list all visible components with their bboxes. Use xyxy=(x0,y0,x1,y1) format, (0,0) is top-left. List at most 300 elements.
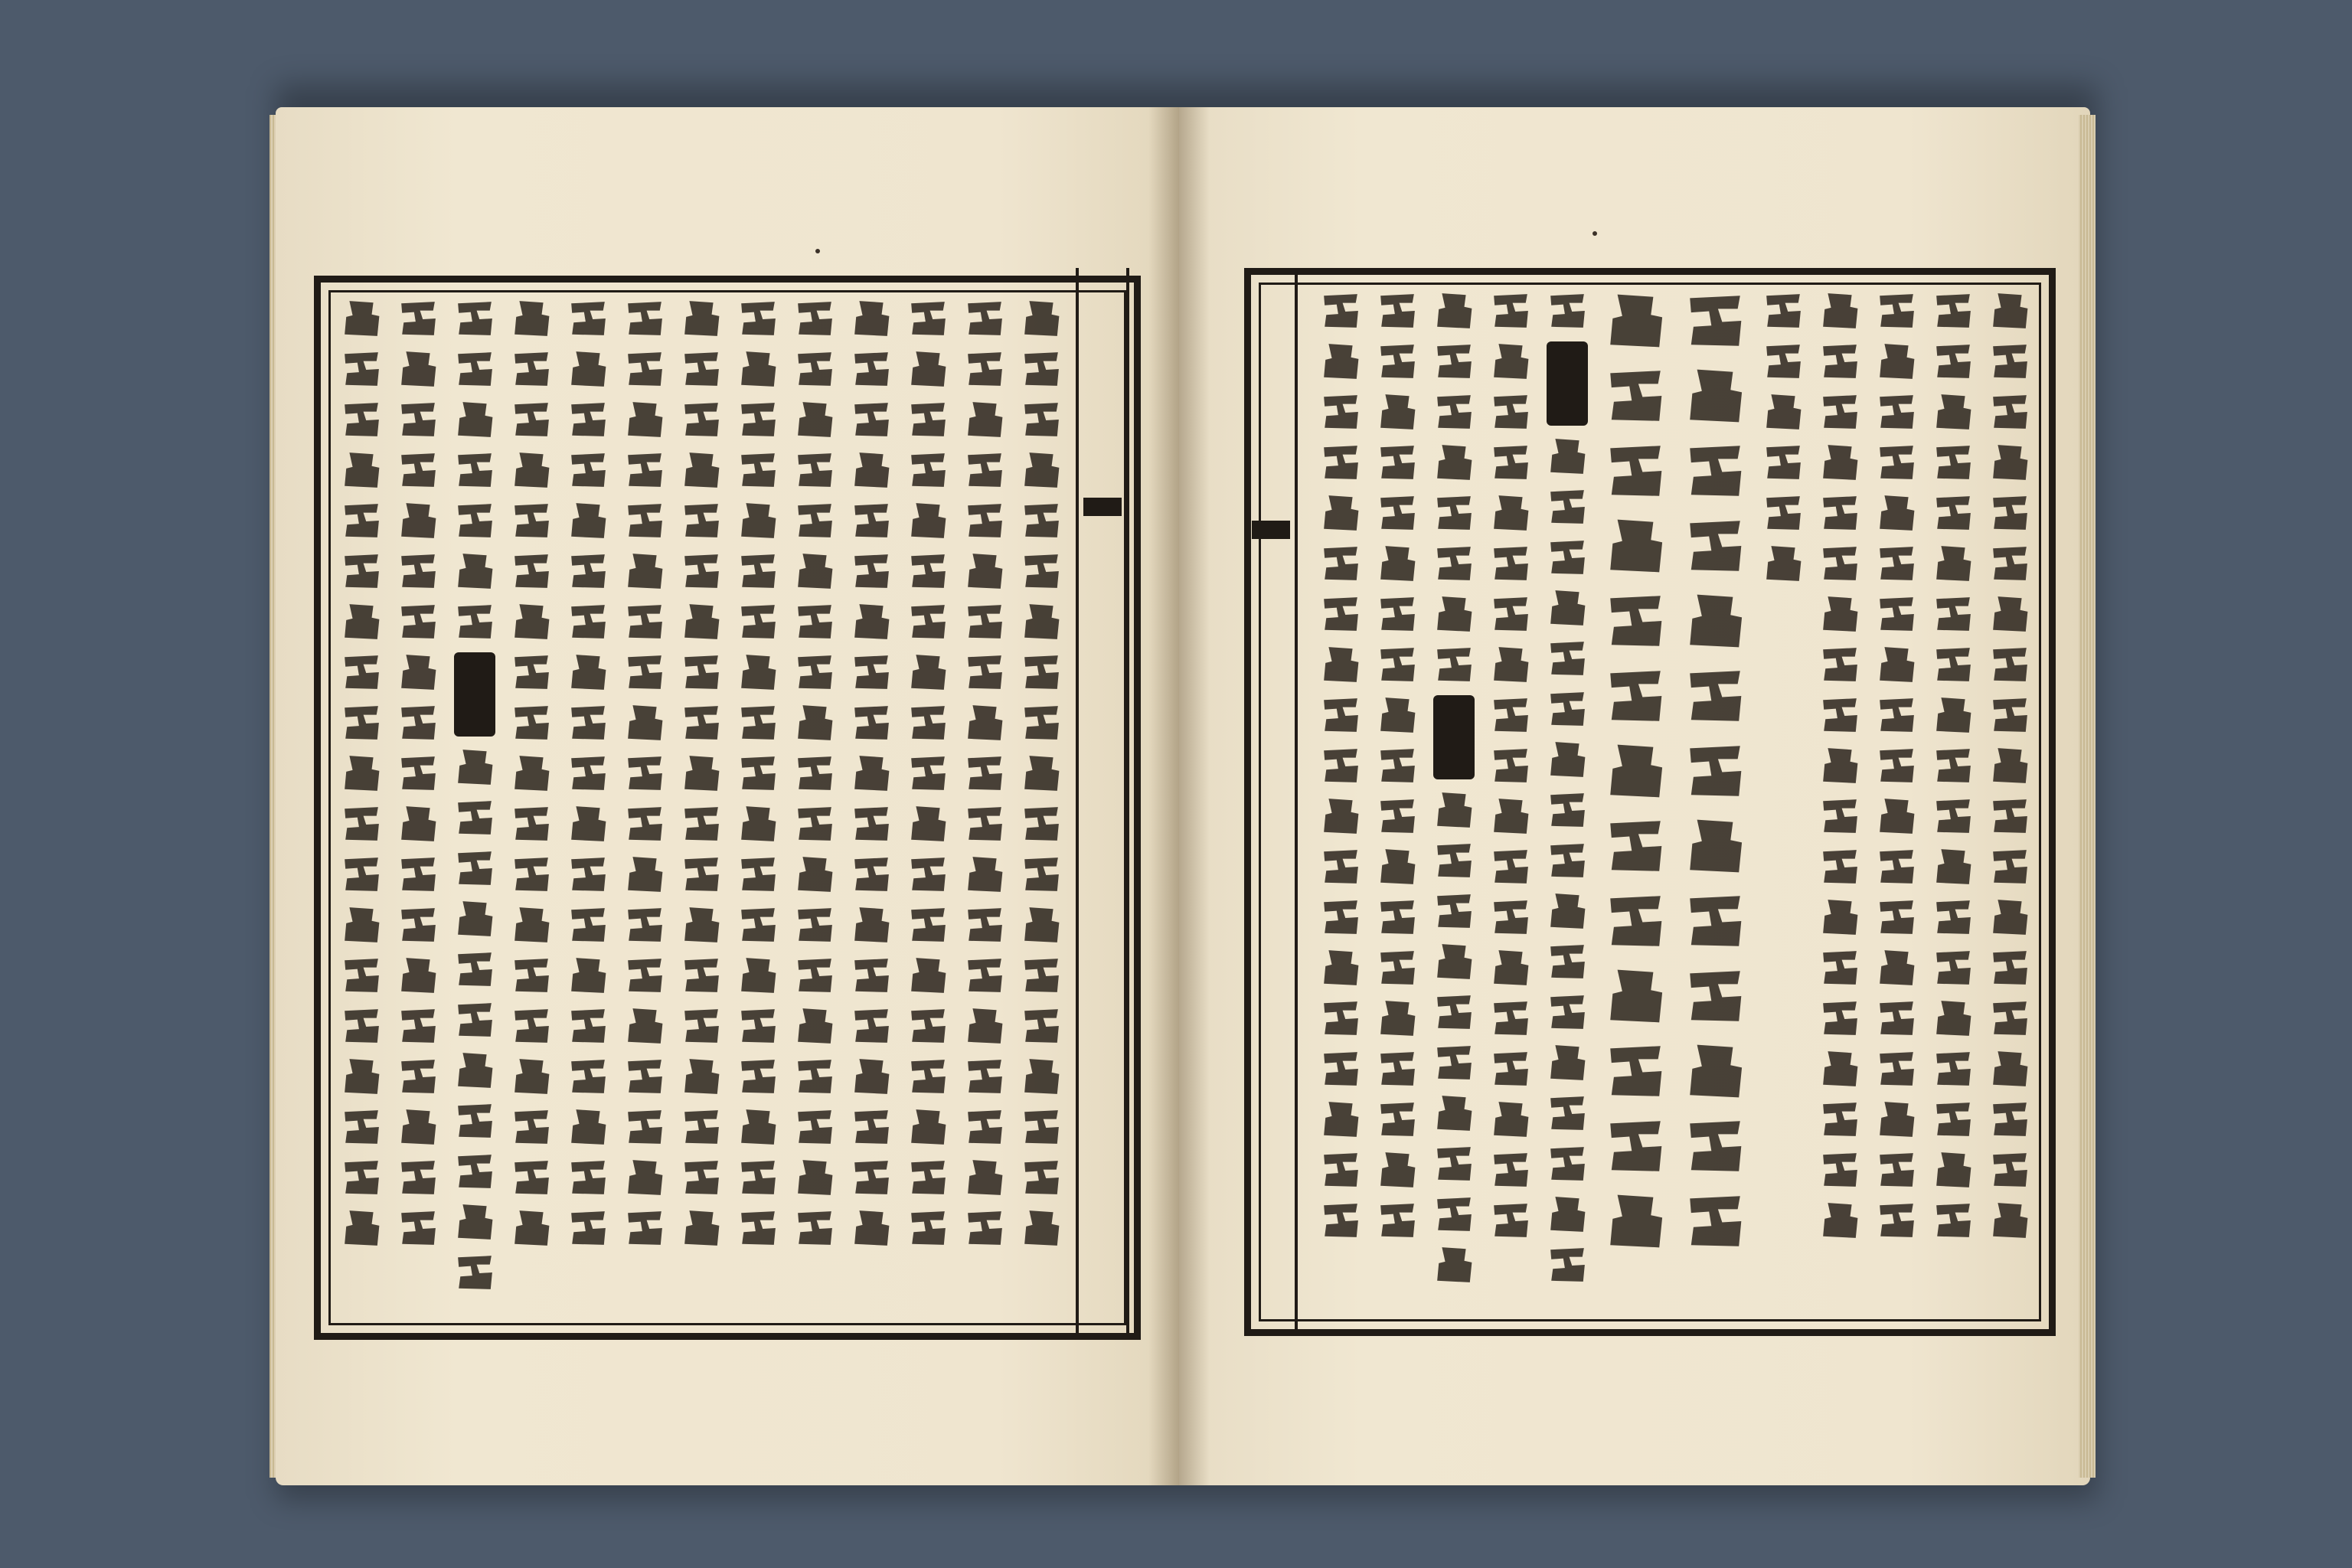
printed-glyph xyxy=(1933,897,1973,937)
printed-glyph xyxy=(1820,544,1860,583)
printed-glyph xyxy=(851,804,891,844)
printed-glyph xyxy=(1685,291,1745,351)
printed-glyph xyxy=(1685,666,1745,726)
printed-glyph xyxy=(965,299,1004,338)
printed-glyph xyxy=(795,956,835,995)
printed-glyph xyxy=(795,450,835,490)
printed-glyph xyxy=(1434,443,1474,482)
printed-glyph xyxy=(455,349,495,389)
printed-glyph xyxy=(795,501,835,541)
printed-glyph xyxy=(1547,740,1587,779)
printed-glyph xyxy=(1990,746,2030,786)
printed-glyph xyxy=(1377,1099,1417,1139)
printed-glyph xyxy=(341,551,381,591)
printed-glyph xyxy=(1606,1191,1665,1251)
printed-glyph xyxy=(1547,942,1587,982)
printed-glyph xyxy=(1491,594,1530,634)
printed-glyph xyxy=(851,450,891,490)
printed-glyph xyxy=(1321,1049,1361,1089)
printed-glyph xyxy=(1990,392,2030,432)
printed-glyph xyxy=(965,652,1004,692)
printed-glyph xyxy=(1820,998,1860,1038)
printed-glyph xyxy=(568,400,608,439)
printed-glyph xyxy=(795,1158,835,1197)
printed-glyph xyxy=(1377,897,1417,937)
printed-glyph xyxy=(1021,1107,1061,1147)
printed-glyph xyxy=(568,1057,608,1096)
ink-dot xyxy=(815,249,820,253)
printed-glyph xyxy=(568,703,608,743)
printed-glyph xyxy=(1377,998,1417,1038)
printed-glyph xyxy=(1491,1150,1530,1190)
printed-glyph xyxy=(1606,816,1665,876)
printed-glyph xyxy=(1491,544,1530,583)
printed-glyph xyxy=(398,551,438,591)
printed-glyph xyxy=(1021,652,1061,692)
printed-glyph xyxy=(1606,666,1665,726)
printed-glyph xyxy=(1321,695,1361,735)
right-page-edge xyxy=(2079,115,2096,1478)
printed-glyph xyxy=(455,848,495,888)
printed-glyph xyxy=(738,1107,778,1147)
printed-glyph xyxy=(681,551,721,591)
printed-glyph xyxy=(625,753,665,793)
printed-glyph xyxy=(1434,1144,1474,1184)
printed-glyph xyxy=(568,551,608,591)
printed-glyph xyxy=(341,703,381,743)
printed-glyph xyxy=(1434,493,1474,533)
printed-glyph xyxy=(511,703,551,743)
printed-glyph xyxy=(1990,948,2030,988)
printed-glyph xyxy=(1763,443,1803,482)
printed-glyph xyxy=(1933,594,1973,634)
printed-glyph xyxy=(1547,588,1587,628)
printed-glyph xyxy=(1877,695,1916,735)
printed-glyph xyxy=(1933,1049,1973,1089)
printed-glyph xyxy=(1877,897,1916,937)
printed-glyph xyxy=(1606,891,1665,951)
printed-glyph xyxy=(908,349,948,389)
printed-glyph xyxy=(795,753,835,793)
printed-glyph xyxy=(965,1107,1004,1147)
printed-glyph xyxy=(341,753,381,793)
printed-glyph xyxy=(738,450,778,490)
printed-glyph xyxy=(625,602,665,642)
printed-glyph xyxy=(1990,645,2030,684)
printed-glyph xyxy=(1021,1006,1061,1046)
printed-glyph xyxy=(908,400,948,439)
printed-glyph xyxy=(1377,544,1417,583)
printed-glyph xyxy=(455,1000,495,1040)
printed-glyph xyxy=(511,652,551,692)
printed-glyph xyxy=(1820,746,1860,786)
printed-glyph xyxy=(738,1057,778,1096)
printed-glyph xyxy=(398,349,438,389)
printed-glyph xyxy=(965,1158,1004,1197)
printed-glyph xyxy=(795,1057,835,1096)
printed-glyph xyxy=(455,450,495,490)
printed-glyph xyxy=(398,1107,438,1147)
printed-glyph xyxy=(1820,1099,1860,1139)
printed-glyph xyxy=(1021,956,1061,995)
printed-glyph xyxy=(1021,854,1061,894)
text-column xyxy=(1488,291,1534,1309)
printed-glyph xyxy=(1820,341,1860,381)
printed-glyph xyxy=(965,1208,1004,1248)
printed-glyph xyxy=(341,956,381,995)
printed-glyph xyxy=(681,956,721,995)
printed-glyph xyxy=(795,602,835,642)
printed-glyph xyxy=(795,1006,835,1046)
printed-glyph xyxy=(1377,493,1417,533)
printed-glyph xyxy=(1491,948,1530,988)
printed-glyph xyxy=(738,1208,778,1248)
printed-glyph xyxy=(568,905,608,945)
printed-glyph xyxy=(795,551,835,591)
printed-glyph xyxy=(1321,392,1361,432)
printed-glyph xyxy=(1434,790,1474,830)
printed-glyph xyxy=(568,450,608,490)
printed-glyph xyxy=(1377,847,1417,887)
printed-glyph xyxy=(1547,790,1587,830)
printed-glyph xyxy=(738,652,778,692)
printed-glyph xyxy=(908,299,948,338)
text-column xyxy=(1873,291,1919,1309)
printed-glyph xyxy=(681,400,721,439)
printed-glyph xyxy=(1990,796,2030,836)
printed-glyph xyxy=(1763,493,1803,533)
printed-glyph xyxy=(1021,450,1061,490)
text-column xyxy=(565,299,611,1317)
printed-glyph xyxy=(965,1057,1004,1096)
printed-glyph xyxy=(1933,544,1973,583)
printed-glyph xyxy=(1491,897,1530,937)
printed-glyph xyxy=(1021,400,1061,439)
text-column xyxy=(1601,291,1670,1309)
printed-glyph xyxy=(625,400,665,439)
printed-glyph xyxy=(625,1057,665,1096)
printed-glyph xyxy=(681,1006,721,1046)
printed-glyph xyxy=(1606,291,1665,351)
printed-glyph xyxy=(1933,746,1973,786)
text-column xyxy=(1018,299,1064,1317)
printed-glyph xyxy=(1377,796,1417,836)
printed-glyph xyxy=(1877,392,1916,432)
printed-glyph xyxy=(1763,291,1803,331)
printed-glyph xyxy=(851,400,891,439)
printed-glyph xyxy=(1990,998,2030,1038)
printed-glyph xyxy=(1820,594,1860,634)
printed-glyph xyxy=(851,1158,891,1197)
printed-glyph xyxy=(511,299,551,338)
printed-glyph xyxy=(795,349,835,389)
printed-glyph xyxy=(1606,591,1665,651)
printed-glyph xyxy=(1877,998,1916,1038)
printed-glyph xyxy=(965,450,1004,490)
printed-glyph xyxy=(681,905,721,945)
printed-glyph xyxy=(1321,948,1361,988)
printed-glyph xyxy=(1491,1099,1530,1139)
text-column xyxy=(622,299,668,1317)
printed-glyph xyxy=(398,753,438,793)
printed-glyph xyxy=(568,1208,608,1248)
printed-glyph xyxy=(398,854,438,894)
printed-glyph xyxy=(1820,443,1860,482)
printed-glyph xyxy=(1434,1043,1474,1083)
printed-glyph xyxy=(1434,341,1474,381)
printed-glyph xyxy=(1820,493,1860,533)
printed-glyph xyxy=(455,551,495,591)
printed-glyph xyxy=(851,551,891,591)
printed-glyph xyxy=(1321,847,1361,887)
printed-glyph xyxy=(965,804,1004,844)
printed-glyph xyxy=(1377,1150,1417,1190)
book-gutter xyxy=(1148,107,1210,1485)
printed-glyph xyxy=(681,1208,721,1248)
printed-glyph xyxy=(1877,341,1916,381)
printed-glyph xyxy=(625,703,665,743)
printed-glyph xyxy=(851,1107,891,1147)
printed-glyph xyxy=(625,854,665,894)
printed-glyph xyxy=(1685,741,1745,801)
printed-glyph xyxy=(965,501,1004,541)
printed-glyph xyxy=(455,1202,495,1242)
printed-glyph xyxy=(398,450,438,490)
printed-glyph xyxy=(1820,1049,1860,1089)
printed-glyph xyxy=(568,804,608,844)
printed-glyph xyxy=(398,804,438,844)
printed-glyph xyxy=(965,703,1004,743)
printed-glyph xyxy=(1321,1150,1361,1190)
printed-glyph xyxy=(1021,1208,1061,1248)
printed-glyph xyxy=(1491,645,1530,684)
printed-glyph xyxy=(398,703,438,743)
right-text-columns xyxy=(1305,291,2033,1317)
printed-glyph xyxy=(965,551,1004,591)
fishtail-mark xyxy=(1252,521,1290,539)
right-fold-column xyxy=(1244,268,1298,1336)
printed-glyph xyxy=(1990,695,2030,735)
printed-glyph xyxy=(511,1208,551,1248)
printed-glyph xyxy=(1820,897,1860,937)
printed-glyph xyxy=(398,905,438,945)
printed-glyph xyxy=(1877,544,1916,583)
printed-glyph xyxy=(398,1057,438,1096)
printed-glyph xyxy=(738,501,778,541)
printed-glyph xyxy=(1491,493,1530,533)
printed-glyph xyxy=(1933,998,1973,1038)
printed-glyph xyxy=(965,905,1004,945)
printed-glyph xyxy=(1377,645,1417,684)
printed-glyph xyxy=(568,1006,608,1046)
printed-glyph xyxy=(1321,1200,1361,1240)
printed-glyph xyxy=(1990,897,2030,937)
printed-glyph xyxy=(568,854,608,894)
printed-glyph xyxy=(341,652,381,692)
printed-glyph xyxy=(1321,443,1361,482)
printed-glyph xyxy=(625,1006,665,1046)
printed-glyph xyxy=(908,753,948,793)
printed-glyph xyxy=(568,299,608,338)
printed-glyph xyxy=(341,1158,381,1197)
printed-glyph xyxy=(795,1107,835,1147)
printed-glyph xyxy=(1820,695,1860,735)
printed-glyph xyxy=(795,905,835,945)
printed-glyph xyxy=(1547,639,1587,678)
printed-glyph xyxy=(1434,1245,1474,1285)
printed-glyph xyxy=(681,450,721,490)
printed-glyph xyxy=(1820,847,1860,887)
printed-glyph xyxy=(681,602,721,642)
printed-glyph xyxy=(1990,544,2030,583)
printed-glyph xyxy=(1434,942,1474,982)
text-column xyxy=(735,299,781,1317)
printed-glyph xyxy=(681,753,721,793)
printed-glyph xyxy=(625,1158,665,1197)
printed-glyph xyxy=(1820,1200,1860,1240)
printed-glyph xyxy=(965,753,1004,793)
printed-glyph xyxy=(1434,544,1474,583)
printed-glyph xyxy=(1547,537,1587,577)
printed-glyph xyxy=(851,349,891,389)
printed-glyph xyxy=(1685,891,1745,951)
printed-glyph xyxy=(1877,1049,1916,1089)
printed-glyph xyxy=(1933,1150,1973,1190)
printed-glyph xyxy=(1321,594,1361,634)
text-column xyxy=(962,299,1008,1317)
printed-glyph xyxy=(1491,443,1530,482)
printed-glyph xyxy=(851,501,891,541)
printed-glyph xyxy=(908,551,948,591)
printed-glyph xyxy=(681,299,721,338)
section-label-mark xyxy=(454,652,495,737)
printed-glyph xyxy=(1021,551,1061,591)
printed-glyph xyxy=(1933,493,1973,533)
printed-glyph xyxy=(511,602,551,642)
printed-glyph xyxy=(398,501,438,541)
printed-glyph xyxy=(1491,695,1530,735)
printed-glyph xyxy=(1434,841,1474,880)
printed-glyph xyxy=(511,753,551,793)
printed-glyph xyxy=(341,905,381,945)
printed-glyph xyxy=(965,1006,1004,1046)
printed-glyph xyxy=(1933,796,1973,836)
printed-glyph xyxy=(1377,746,1417,786)
printed-glyph xyxy=(1491,291,1530,331)
printed-glyph xyxy=(1321,291,1361,331)
printed-glyph xyxy=(1933,645,1973,684)
printed-glyph xyxy=(511,349,551,389)
text-column xyxy=(678,299,724,1317)
printed-glyph xyxy=(455,299,495,338)
printed-glyph xyxy=(1021,1057,1061,1096)
printed-glyph xyxy=(1491,847,1530,887)
printed-glyph xyxy=(1606,741,1665,801)
printed-glyph xyxy=(1321,544,1361,583)
printed-glyph xyxy=(908,854,948,894)
printed-glyph xyxy=(341,450,381,490)
printed-glyph xyxy=(511,1158,551,1197)
printed-glyph xyxy=(1685,441,1745,501)
printed-glyph xyxy=(908,602,948,642)
printed-glyph xyxy=(1547,689,1587,729)
printed-glyph xyxy=(1990,1200,2030,1240)
printed-glyph xyxy=(511,450,551,490)
printed-glyph xyxy=(965,854,1004,894)
printed-glyph xyxy=(1377,594,1417,634)
printed-glyph xyxy=(568,1107,608,1147)
printed-glyph xyxy=(795,804,835,844)
printed-glyph xyxy=(1021,753,1061,793)
printed-glyph xyxy=(455,400,495,439)
text-column xyxy=(338,299,384,1317)
printed-glyph xyxy=(908,501,948,541)
left-text-columns xyxy=(337,299,1064,1325)
printed-glyph xyxy=(341,400,381,439)
printed-glyph xyxy=(1933,1200,1973,1240)
printed-glyph xyxy=(568,652,608,692)
text-column xyxy=(1374,291,1420,1309)
text-column xyxy=(905,299,951,1317)
printed-glyph xyxy=(738,349,778,389)
printed-glyph xyxy=(1877,746,1916,786)
printed-glyph xyxy=(1321,645,1361,684)
printed-glyph xyxy=(1547,1245,1587,1285)
text-column xyxy=(1987,291,2033,1309)
printed-glyph xyxy=(455,602,495,642)
printed-glyph xyxy=(1434,992,1474,1032)
printed-glyph xyxy=(1321,746,1361,786)
printed-glyph xyxy=(1377,291,1417,331)
printed-glyph xyxy=(1990,1150,2030,1190)
section-label-mark xyxy=(1547,341,1588,426)
printed-glyph xyxy=(1434,291,1474,331)
printed-glyph xyxy=(1434,392,1474,432)
printed-glyph xyxy=(795,703,835,743)
printed-glyph xyxy=(1321,493,1361,533)
printed-glyph xyxy=(511,551,551,591)
printed-glyph xyxy=(738,1158,778,1197)
printed-glyph xyxy=(738,602,778,642)
printed-glyph xyxy=(341,602,381,642)
printed-glyph xyxy=(1606,441,1665,501)
text-column xyxy=(395,299,441,1317)
printed-glyph xyxy=(625,450,665,490)
printed-glyph xyxy=(1021,349,1061,389)
text-column xyxy=(1930,291,1976,1309)
printed-glyph xyxy=(795,854,835,894)
printed-glyph xyxy=(455,798,495,838)
printed-glyph xyxy=(398,1006,438,1046)
printed-glyph xyxy=(851,1057,891,1096)
printed-glyph xyxy=(1377,1200,1417,1240)
printed-glyph xyxy=(1491,392,1530,432)
printed-glyph xyxy=(511,1107,551,1147)
printed-glyph xyxy=(625,501,665,541)
printed-glyph xyxy=(1021,804,1061,844)
text-column xyxy=(1318,291,1364,1309)
printed-glyph xyxy=(1685,816,1745,876)
printed-glyph xyxy=(738,804,778,844)
printed-glyph xyxy=(1877,493,1916,533)
printed-glyph xyxy=(1377,392,1417,432)
printed-glyph xyxy=(738,854,778,894)
printed-glyph xyxy=(398,1208,438,1248)
printed-glyph xyxy=(455,1050,495,1090)
printed-glyph xyxy=(1377,1049,1417,1089)
printed-glyph xyxy=(1877,847,1916,887)
section-label-mark xyxy=(1433,695,1475,779)
